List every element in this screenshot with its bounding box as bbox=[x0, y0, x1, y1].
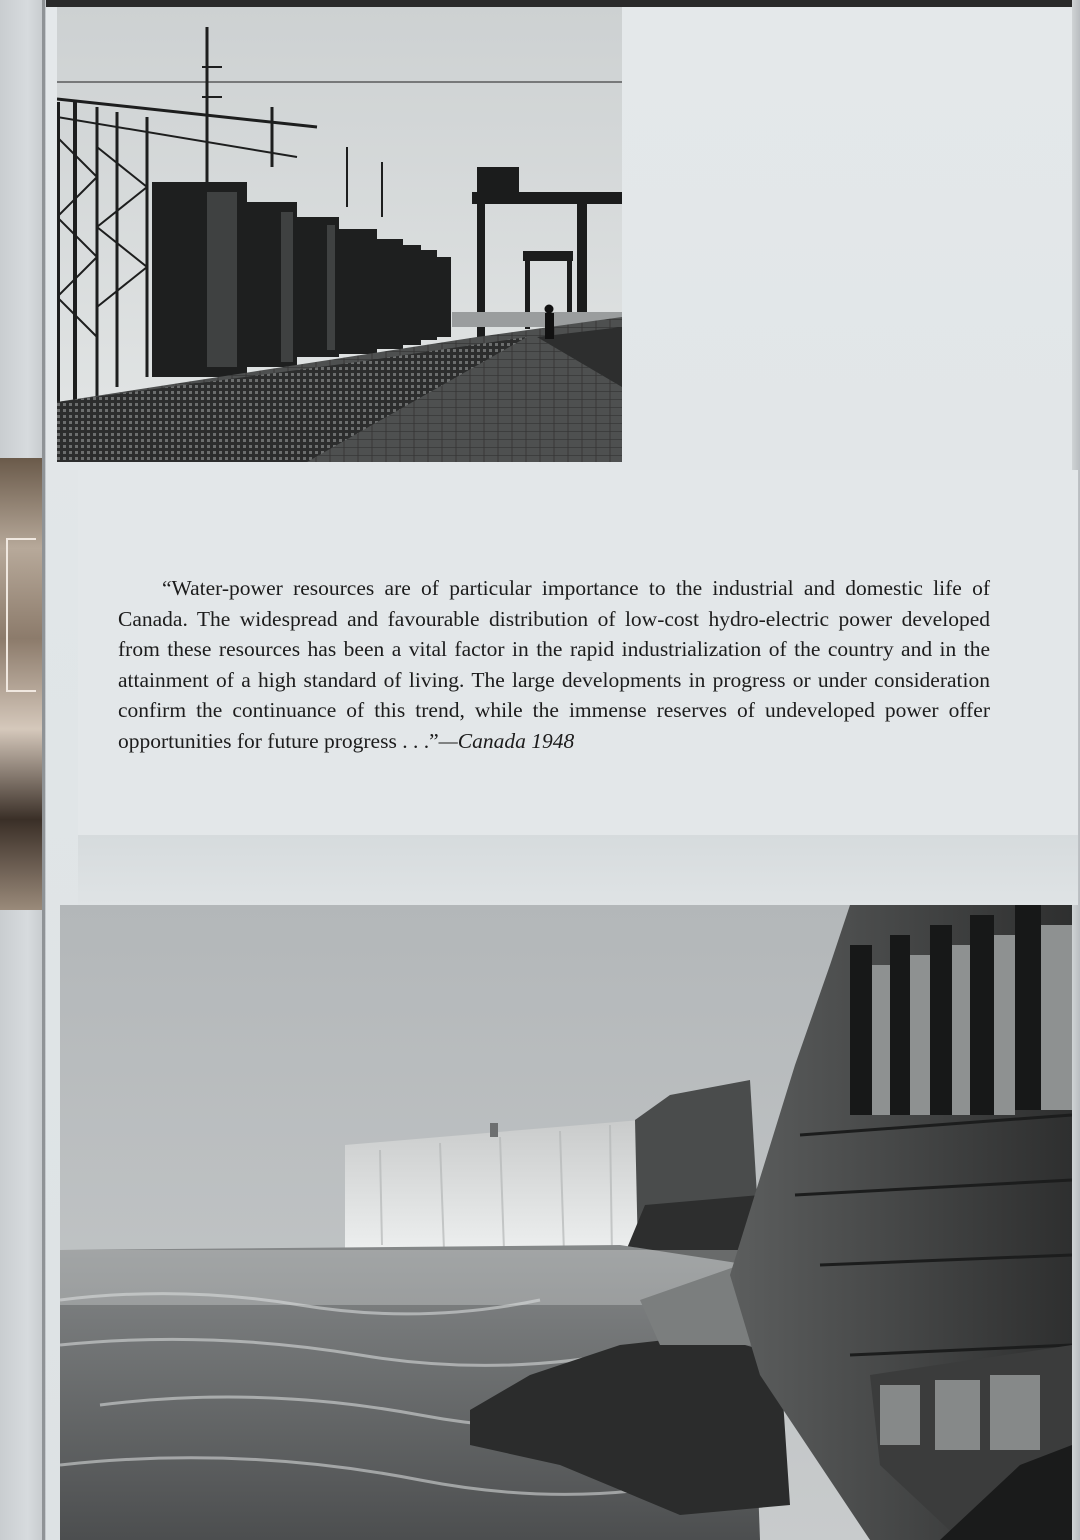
quote-source: —Canada 1948 bbox=[438, 728, 575, 753]
quote-text: “Water-power resources are of particular importance to the industrial and domestic life of Canada. The widespread and favourable distribution of low-cost hydro-electric power developed from these resources has been a vital factor in the rapid industrialization of the country and in the attainment of a high standard of living. The large developments in progress or under consideration confirm the continuance of this trend, while the immense reserves of undeveloped power offer opportunities for future progress . . .” bbox=[118, 576, 990, 753]
power-station-illustration bbox=[57, 7, 622, 462]
power-station-photo bbox=[57, 7, 622, 462]
binding-gutter bbox=[42, 0, 45, 1540]
falls-and-powerhouse-illustration bbox=[60, 905, 1072, 1540]
show-through-band bbox=[78, 835, 1078, 905]
niagara-falls-power-plant-photo bbox=[60, 905, 1072, 1540]
scan-top-edge bbox=[0, 0, 1080, 7]
canada-1948-quote bbox=[118, 573, 990, 756]
facing-page-photo-fragment bbox=[0, 458, 42, 910]
